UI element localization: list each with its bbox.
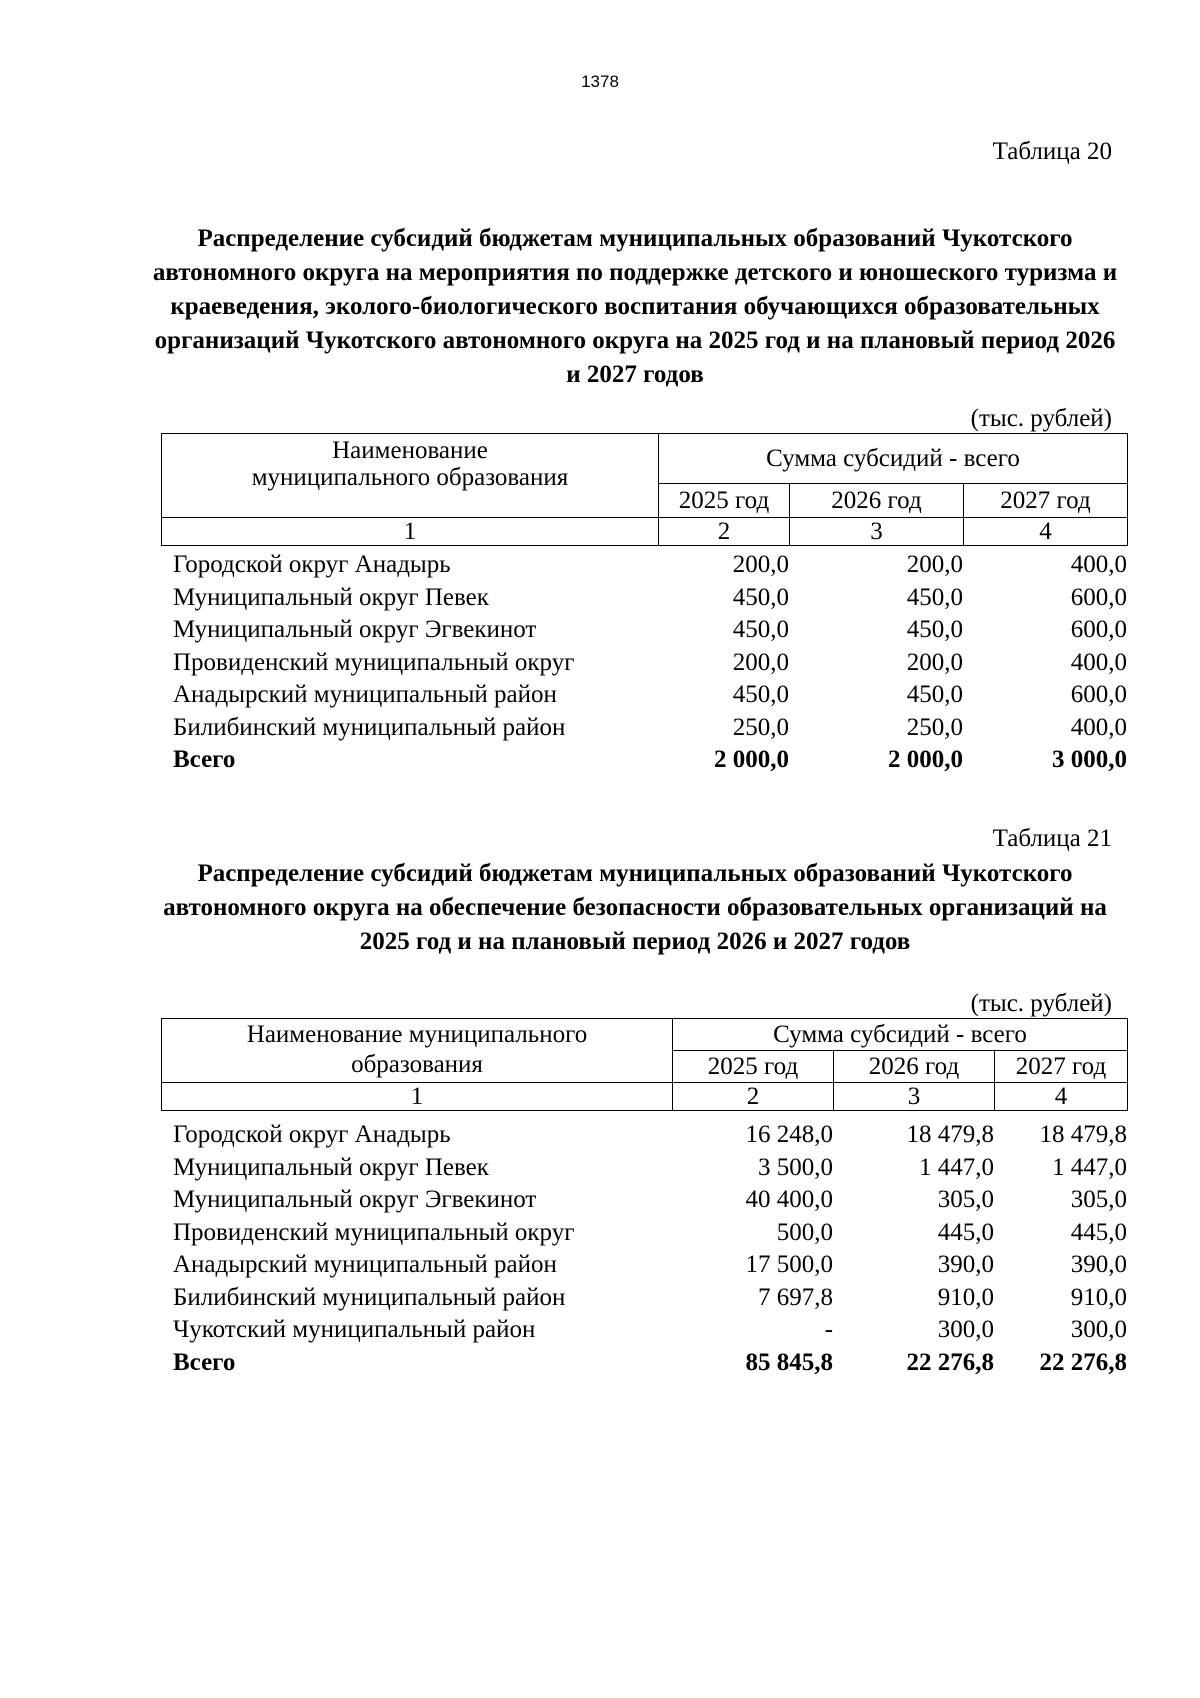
value-2027: 18 479,8 (1039, 1121, 1127, 1148)
table-21-name-col-header (162, 1019, 673, 1083)
row-name: Муниципальный округ Певек (173, 1153, 489, 1181)
value-2025: 3 500,0 (758, 1153, 833, 1181)
value-2026: 1 447,0 (919, 1153, 994, 1181)
name-col-line-1: Наименование муниципального (246, 1021, 588, 1048)
row-name: Провиденский муниципальный округ (173, 648, 575, 676)
table-20-colnum-1: 1 (162, 518, 659, 546)
table-row (161, 1152, 1127, 1185)
value-2027: 400,0 (1070, 551, 1127, 578)
table-20-year-2025: 2025 год (659, 484, 790, 518)
table-21-colnum-3: 3 (834, 1083, 995, 1111)
value-2026: 250,0 (906, 713, 963, 741)
total-2027: 3 000,0 (1052, 746, 1127, 773)
table-20-colnum-2: 2 (659, 518, 790, 546)
table-row (161, 647, 1127, 680)
value-2027: 600,0 (1070, 583, 1127, 611)
value-2025: 40 400,0 (745, 1186, 833, 1213)
value-2026: 390,0 (937, 1251, 994, 1278)
table-total-row (161, 744, 1127, 777)
table-20-sum-header: Сумма субсидий - всего (659, 434, 1128, 484)
value-2026: 200,0 (906, 648, 963, 676)
table-row (161, 1184, 1127, 1217)
value-2027: 910,0 (1070, 1283, 1127, 1311)
value-2026: 910,0 (937, 1283, 994, 1311)
value-2027: 600,0 (1070, 681, 1127, 708)
table-row (161, 549, 1127, 582)
table-row (161, 712, 1127, 745)
value-2025: 7 697,8 (758, 1283, 833, 1311)
table-20-year-2026: 2026 год (790, 484, 964, 518)
table-row (161, 1314, 1127, 1347)
table-21-colnum-2: 2 (673, 1083, 834, 1111)
table-21-colnum-4: 4 (995, 1083, 1128, 1111)
table-20-body (161, 549, 1127, 777)
value-2025: 200,0 (732, 551, 789, 578)
table-20-title: Распределение субсидий бюджетам муниципальных образований Чукотского автономного округа на мероприятия по поддержке детского и юношеского туризма и краеведения, эколого-биологического воспитания обучающихся образовательных организаций Чукотского автономного округа на 2025 год и на плановый период 2026 и 2027 годов (152, 225, 1118, 388)
value-2025: 200,0 (732, 648, 789, 676)
table-21-year-2027: 2027 год (995, 1051, 1128, 1083)
total-2027: 22 276,8 (1039, 1348, 1127, 1376)
value-2027: 400,0 (1070, 713, 1127, 741)
value-2027: 400,0 (1070, 648, 1127, 676)
value-2026: 305,0 (937, 1186, 994, 1213)
value-2025: 16 248,0 (745, 1121, 833, 1148)
value-2025: 500,0 (776, 1218, 833, 1246)
table-20-label: Таблица 20 (992, 138, 1112, 165)
table-21-label: Таблица 21 (992, 825, 1112, 852)
table-row (161, 1217, 1127, 1250)
value-2027: 390,0 (1070, 1251, 1127, 1278)
value-2027: 445,0 (1070, 1218, 1127, 1246)
table-21-colnum-1: 1 (162, 1083, 673, 1111)
table-20-year-2027: 2027 год (964, 484, 1128, 518)
table-row (161, 582, 1127, 615)
row-name: Чукотский муниципальный район (173, 1316, 536, 1343)
table-21-year-2026: 2026 год (834, 1051, 995, 1083)
name-col-line-1: Наименование (332, 437, 488, 464)
name-col-line-2: образования (351, 1051, 483, 1078)
value-2025: - (824, 1316, 833, 1343)
total-2025: 2 000,0 (714, 746, 789, 773)
table-21-header (161, 1018, 1128, 1111)
total-label: Всего (173, 1348, 236, 1376)
value-2026: 450,0 (906, 583, 963, 611)
row-name: Муниципальный округ Эгвекинот (173, 616, 537, 643)
page-number: 1378 (581, 72, 619, 91)
table-21-sum-header: Сумма субсидий - всего (673, 1019, 1128, 1051)
value-2027: 305,0 (1070, 1186, 1127, 1213)
row-name: Билибинский муниципальный район (173, 1283, 566, 1311)
table-20-colnum-4: 4 (964, 518, 1128, 546)
table-21-year-2025: 2025 год (673, 1051, 834, 1083)
table-row (161, 1119, 1127, 1152)
table-20-header (161, 433, 1128, 546)
row-name: Билибинский муниципальный район (173, 713, 566, 741)
row-name: Городской округ Анадырь (173, 551, 451, 578)
table-row (161, 679, 1127, 712)
row-name: Анадырский муниципальный район (173, 1251, 557, 1278)
row-name: Муниципальный округ Певек (173, 583, 489, 611)
value-2027: 300,0 (1070, 1316, 1127, 1343)
value-2027: 1 447,0 (1052, 1153, 1127, 1181)
value-2026: 18 479,8 (906, 1121, 994, 1148)
table-20-units: (тыс. рублей) (970, 405, 1112, 432)
value-2026: 200,0 (906, 551, 963, 578)
value-2025: 450,0 (732, 681, 789, 708)
value-2025: 250,0 (732, 713, 789, 741)
table-row (161, 614, 1127, 647)
total-2026: 2 000,0 (888, 746, 963, 773)
value-2026: 450,0 (906, 616, 963, 643)
table-21-units: (тыс. рублей) (970, 990, 1112, 1017)
row-name: Анадырский муниципальный район (173, 681, 557, 708)
value-2025: 450,0 (732, 583, 789, 611)
row-name: Провиденский муниципальный округ (173, 1218, 575, 1246)
value-2026: 300,0 (937, 1316, 994, 1343)
name-col-line-2: муниципального образования (251, 464, 569, 491)
row-name: Городской округ Анадырь (173, 1121, 451, 1148)
value-2026: 445,0 (937, 1218, 994, 1246)
total-2026: 22 276,8 (906, 1348, 994, 1376)
row-name: Муниципальный округ Эгвекинот (173, 1186, 537, 1213)
table-row (161, 1282, 1127, 1315)
value-2025: 450,0 (732, 616, 789, 643)
table-20-name-col-header (162, 434, 659, 518)
value-2025: 17 500,0 (745, 1251, 833, 1278)
table-21-title: Распределение субсидий бюджетам муниципальных образований Чукотского автономного округа на обеспечение безопасности образовательных организаций на 2025 год и на плановый период 2026 и 2027 годов (163, 860, 1107, 955)
table-row (161, 1249, 1127, 1282)
total-2025: 85 845,8 (745, 1348, 833, 1376)
table-20-colnum-3: 3 (790, 518, 964, 546)
table-total-row (161, 1347, 1127, 1380)
value-2026: 450,0 (906, 681, 963, 708)
value-2027: 600,0 (1070, 616, 1127, 643)
table-21-body (161, 1119, 1127, 1379)
total-label: Всего (173, 746, 236, 773)
